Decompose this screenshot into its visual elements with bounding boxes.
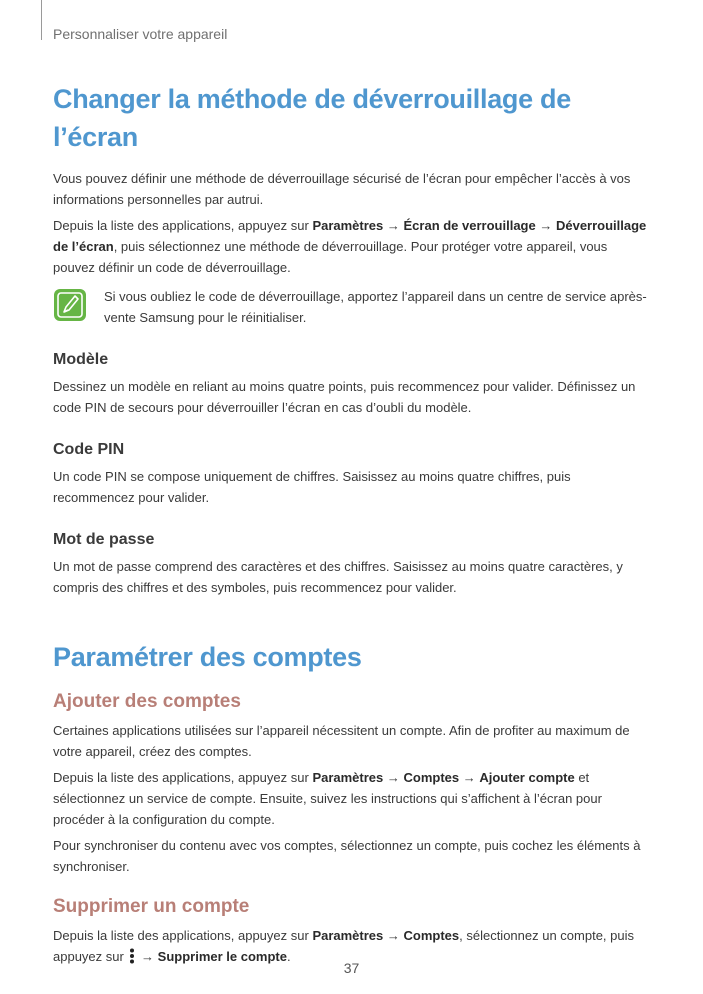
add-accounts-p3: Pour synchroniser du contenu avec vos comptes, sélectionnez un compte, puis cochez les éléments à synchroniser. xyxy=(53,838,641,874)
kw-remove-account: Supprimer le compte xyxy=(157,949,287,964)
password-text: Un mot de passe comprend des caractères et des chiffres. Saisissez au moins quatre caractères, y compris des chiffres et des symboles, puis recommencez pour valider. xyxy=(53,559,623,595)
accounts-title: Paramétrer des comptes xyxy=(53,642,362,672)
section-header: Personnaliser votre appareil xyxy=(53,26,228,42)
remove-account-p1: Depuis la liste des applications, appuyez sur Paramètres → Comptes, sélectionnez un compte, puis appuyez sur → Supprimer le compte. xyxy=(53,925,651,970)
pin-title: Code PIN xyxy=(53,441,125,458)
lock-title: Changer la méthode de déverrouillage de l’écran xyxy=(53,84,571,152)
lock-steps: Depuis la liste des applications, appuyez sur Paramètres → Écran de verrouillage → Déverrouillage de l’écran, puis sélectionnez une méthode de déverrouillage. Pour protéger votre appareil, vous pouvez définir un code de déverrouillage. xyxy=(53,218,647,275)
pattern-title: Modèle xyxy=(53,351,109,368)
kw-add-account: Ajouter compte xyxy=(479,770,575,785)
kw-settings: Paramètres xyxy=(312,770,384,785)
kw-settings: Paramètres xyxy=(312,218,384,233)
pattern-text: Dessinez un modèle en reliant au moins quatre points, puis recommencez pour valider. Définissez un code PIN de secours pour déverrouiller l’écran en cas d’oubli du modèle. xyxy=(53,379,636,415)
page-content xyxy=(53,80,651,975)
lock-intro: Vous pouvez définir une méthode de déverrouillage sécurisé de l’écran pour empêcher l’accès à vos informations personnelles par autrui. xyxy=(53,171,631,207)
note-text: Si vous oubliez le code de déverrouillage, apportez l’appareil dans un centre de service après-vente Samsung pour le réinitialiser. xyxy=(104,289,647,325)
remove-account-title: Supprimer un compte xyxy=(53,896,250,917)
note-pencil-icon xyxy=(53,288,87,322)
add-accounts-p1: Certaines applications utilisées sur l’appareil nécessitent un compte. Afin de profiter au maximum de votre appareil, créez des comptes. xyxy=(53,723,630,759)
kw-comptes: Comptes xyxy=(403,928,460,943)
header-divider xyxy=(41,0,42,40)
kw-lockscreen: Écran de verrouillage xyxy=(403,218,536,233)
page-number: 37 xyxy=(343,960,360,976)
password-title: Mot de passe xyxy=(53,531,155,548)
add-accounts-p2: Depuis la liste des applications, appuyez sur Paramètres → Comptes → Ajouter compte et sélectionnez un service de compte. Ensuite, suivez les instructions qui s’affichent à l’écran pour procéder à la configuration du compte. xyxy=(53,770,602,827)
kw-settings: Paramètres xyxy=(312,928,384,943)
kw-comptes: Comptes xyxy=(403,770,460,785)
add-accounts-title: Ajouter des comptes xyxy=(53,691,241,712)
kw-unlock: Déverrouillage de l’écran xyxy=(53,218,647,254)
pin-text: Un code PIN se compose uniquement de chiffres. Saisissez au moins quatre chiffres, puis recommencez pour valider. xyxy=(53,469,571,505)
note-box xyxy=(53,286,651,328)
